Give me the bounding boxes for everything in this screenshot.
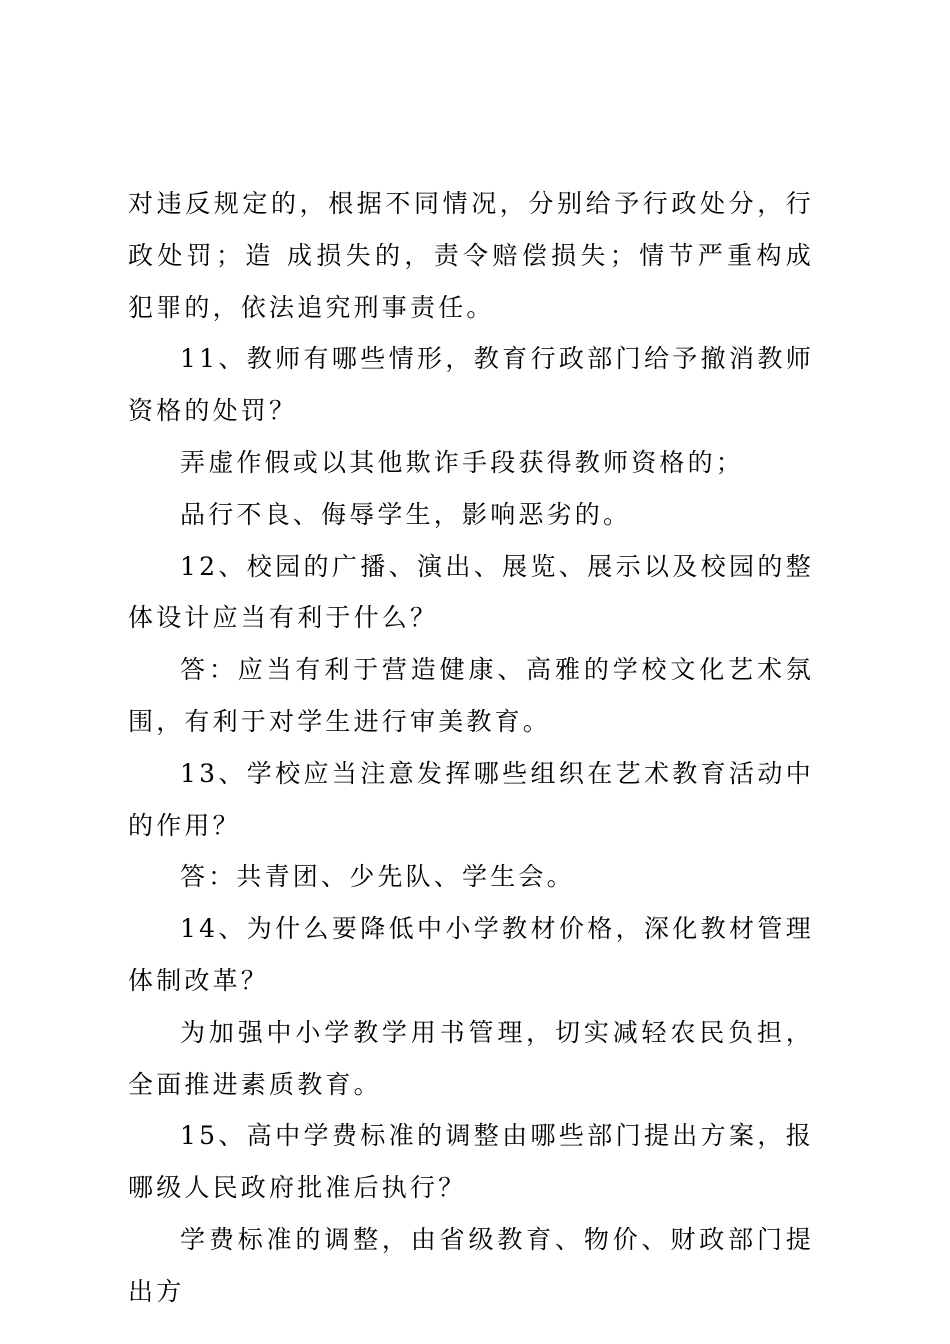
question-13: 13、学校应当注意发挥哪些组织在艺术教育活动中的作用？ <box>128 758 814 840</box>
question-11: 11、教师有哪些情形，教育行政部门给予撤消教师资格的处罚？ <box>128 344 814 426</box>
answer-11-item-2: 品行不良、侮辱学生，影响恶劣的。 <box>180 499 632 529</box>
question-12: 12、校园的广播、演出、展览、展示以及校园的整体设计应当有利于什么？ <box>128 551 814 633</box>
document-body <box>128 178 814 1318</box>
answer-12: 答：应当有利于营造健康、高雅的学校文化艺术氛围，有利于对学生进行审美教育。 <box>128 655 814 736</box>
answer-14: 为加强中小学教学用书管理，切实减轻农民负担，全面推进素质教育。 <box>128 1017 814 1099</box>
paragraph-penalty-continuation: 对违反规定的，根据不同情况，分别给予行政处分，行政处罚；造 成损失的，责令赔偿损失；情节严重构成犯罪的，依法追究刑事责任。 <box>128 189 814 322</box>
answer-13: 答：共青团、少先队、学生会。 <box>180 862 575 892</box>
answer-11-item-1: 弄虚作假或以其他欺诈手段获得教师资格的； <box>180 447 745 477</box>
question-15: 15、高中学费标准的调整由哪些部门提出方案，报哪级人民政府批准后执行？ <box>128 1121 814 1203</box>
answer-15: 学费标准的调整，由省级教育、物价、财政部门提出方 <box>128 1224 814 1306</box>
question-14: 14、为什么要降低中小学教材价格，深化教材管理体制改革？ <box>128 914 814 995</box>
